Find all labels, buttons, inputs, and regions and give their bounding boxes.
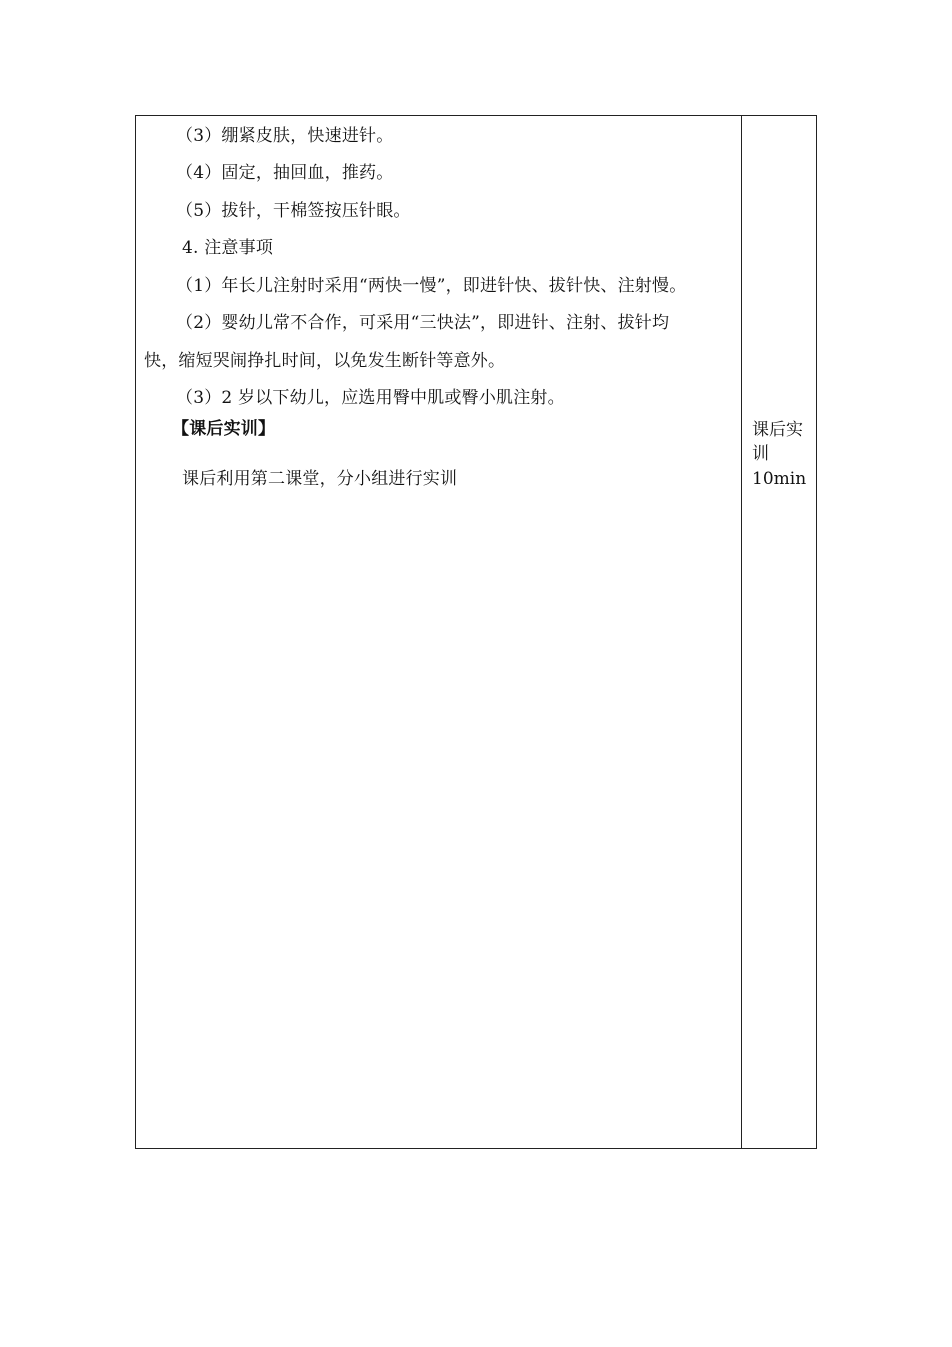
time-cell: [742, 116, 816, 1148]
time-duration: 10min: [752, 469, 807, 489]
note-3-text: （3）2 岁以下幼儿，应选用臀中肌或臀小肌注射。: [176, 388, 565, 408]
step-4-text: （4）固定，抽回血，推药。: [176, 163, 394, 183]
section-title: 【课后实训】: [172, 419, 276, 439]
step-3-text: （3）绷紧皮肤，快速进针。: [176, 126, 394, 146]
section-body: 课后利用第二课堂，分小组进行实训: [182, 469, 458, 489]
time-label-line-2: 训: [752, 444, 769, 464]
content-cell: [136, 116, 742, 1148]
note-2-continuation: 快，缩短哭闹挣扎时间，以免发生断针等意外。: [144, 351, 506, 371]
step-5-text: （5）拔针，干棉签按压针眼。: [176, 201, 411, 221]
time-label-line-1: 课后实: [752, 420, 803, 440]
notes-heading: 4. 注意事项: [182, 238, 274, 258]
note-1-text: （1）年长儿注射时采用“两快一慢”，即进针快、拔针快、注射慢。: [176, 276, 687, 296]
document-table: [135, 115, 817, 1149]
note-2-text: （2）婴幼儿常不合作，可采用“三快法”，即进针、注射、拔针均: [176, 313, 670, 333]
